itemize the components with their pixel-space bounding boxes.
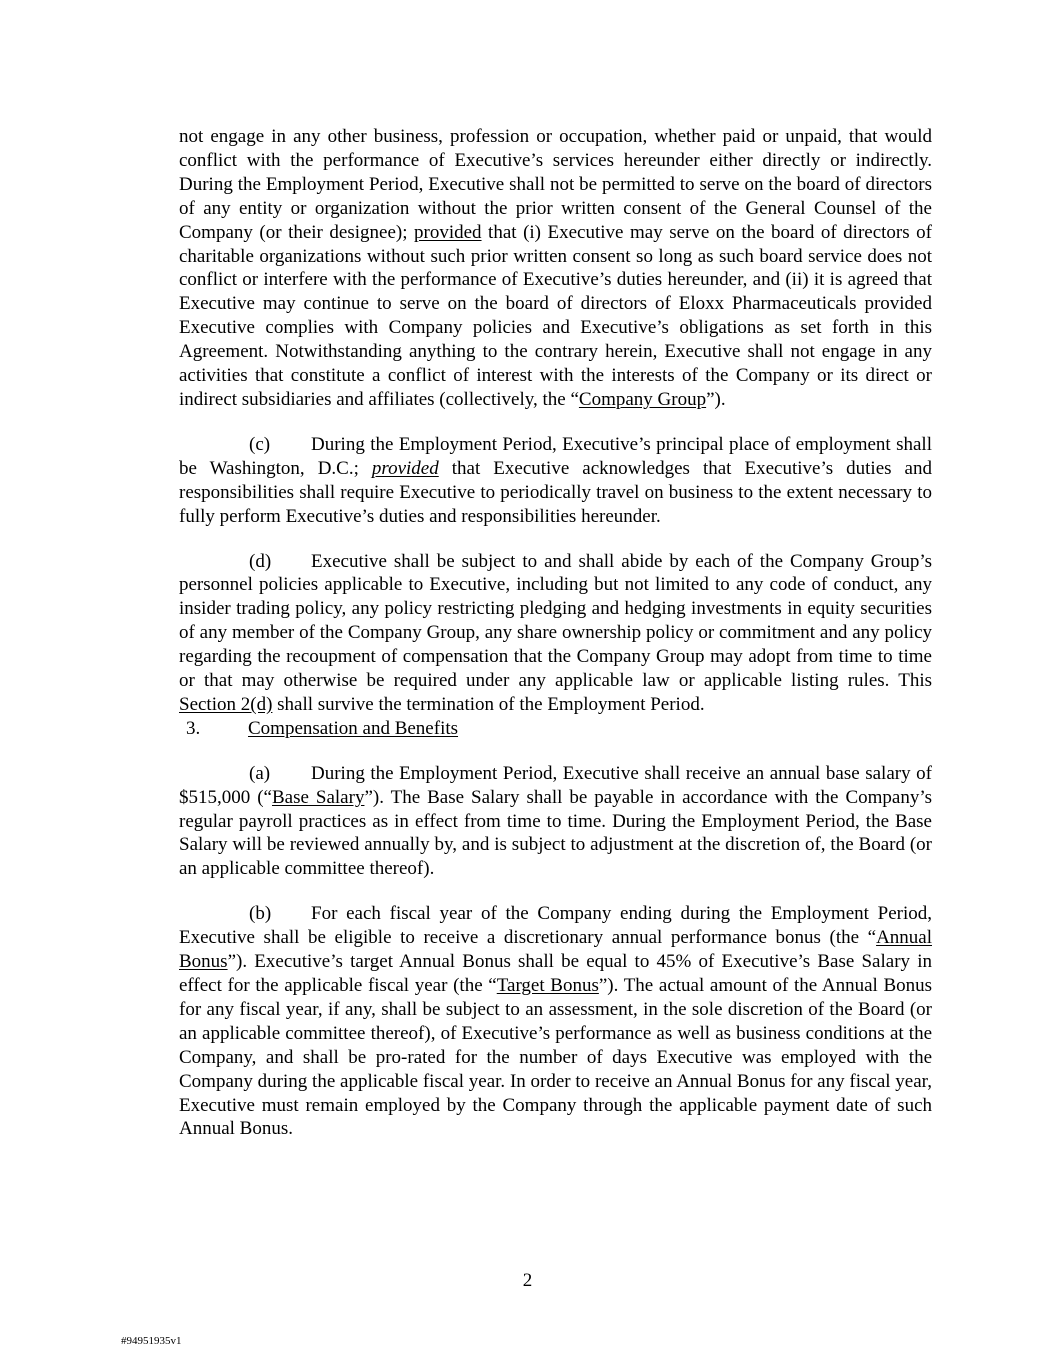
target-bonus-term: Target Bonus xyxy=(496,975,599,996)
section-3-heading xyxy=(179,717,932,741)
base-salary-term: Base Salary xyxy=(272,786,365,808)
paragraph-2c: (c) During the Employment Period, Executive’s principal place of employment shall be Washington, D.C.; provided that Executive acknowledges that Executive’s duties and responsibilities shall require Executive to periodically travel on business to the extent necessary to fully perform Executive’s duties and responsibilities hereunder. xyxy=(179,433,932,527)
annual-bonus-term: Annual Bonus xyxy=(179,927,932,973)
section-number: 3. xyxy=(186,717,201,739)
paragraph-label: (c) xyxy=(249,433,271,455)
paragraph-2d: (d) Executive shall be subject to and shall abide by each of the Company Group’s personnel policies applicable to Executive, including but not limited to any code of conduct, any insider trading policy, any policy restricting pledging and hedging investments in equity securities of any member of the Company Group, any share ownership policy or commitment and any policy regarding the recoupment of compensation that the Company Group may adopt from time to time or that may otherwise be required under any applicable law or applicable listing rules. This Section 2(d) shall survive the termination of the Employment Period. xyxy=(179,550,932,715)
paragraph-label: (a) xyxy=(249,762,271,784)
provided-term: provided xyxy=(371,457,439,479)
company-group-term: Company Group xyxy=(578,388,707,410)
provided-term: provided xyxy=(414,221,482,243)
paragraph-label: (d) xyxy=(249,550,272,572)
section-title: Compensation and Benefits xyxy=(248,717,459,739)
paragraph-3b: (b) For each fiscal year of the Company ending during the Employment Period, Executive shall be eligible to receive a discretionary annual performance bonus (the “Annual Bonus”). Executive’s target Annual Bonus shall be equal to 45% of Executive’s Base Salary in effect for the applicable fiscal year (the “Target Bonus”). The actual amount of the Annual Bonus for any fiscal year, if any, shall be subject to an assessment, in the sole discretion of the Board (or an applicable committee thereof), of Executive’s performance as well as business conditions at the Company, and shall be pro-rated for the number of days Executive was employed with the Company during the applicable fiscal year. In order to receive an Annual Bonus for any fiscal year, Executive must remain employed by the Company through the applicable payment date of such Annual Bonus. xyxy=(179,903,933,1140)
document-body xyxy=(179,125,932,1141)
paragraph-3a: (a) During the Employment Period, Executive shall receive an annual base salary of $515,000 (“Base Salary”). The Base Salary shall be payable in accordance with the Company’s regular payroll practices as in effect from time to time. During the Employment Period, the Base Salary will be reviewed annually by, and is subject to adjustment at the discretion of, the Board (or an applicable committee thereof). xyxy=(179,762,933,880)
paragraph-2b-continued: not engage in any other business, profession or occupation, whether paid or unpaid, that would conflict with the performance of Executive’s services hereunder either directly or indirectly. During the Employment Period, Executive shall not be permitted to serve on the board of directors of any entity or organization without the prior written consent of the General Counsel of the Company (or their designee); provided that (i) Executive may serve on the board of directors of charitable organizations without such prior written consent so long as such board service does not conflict or interfere with the performance of Executive’s duties hereunder, and (ii) it is agreed that Executive may continue to serve on the board of directors of Eloxx Pharmaceuticals provided Executive complies with Company policies and Executive’s obligations as set forth in this Agreement. Notwithstanding anything to the contrary herein, Executive shall not engage in any activities that constitute a conflict of interest with the interests of the Company or its direct or indirect subsidiaries and affiliates (collectively, the “Company Group”). xyxy=(179,126,932,410)
section-reference: Section 2(d) xyxy=(179,693,273,715)
page-number: 2 xyxy=(522,1270,533,1291)
document-id: #94951935v1 xyxy=(121,1335,182,1347)
paragraph-label: (b) xyxy=(249,903,272,925)
